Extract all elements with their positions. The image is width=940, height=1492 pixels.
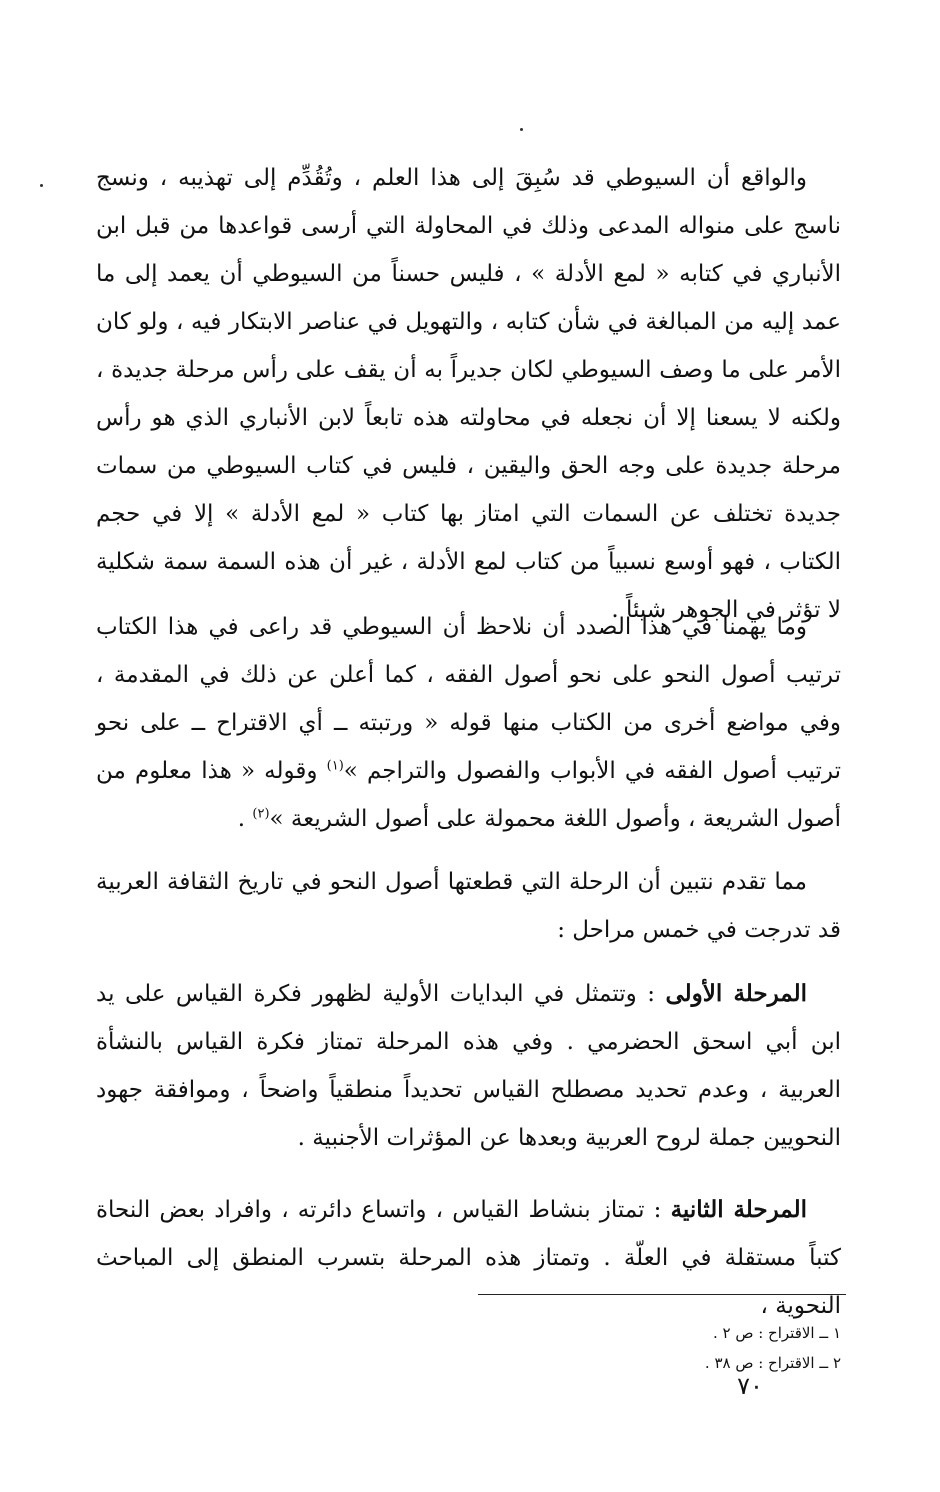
paragraph-text [96, 970, 841, 1162]
footnote-ref-1[interactable]: (١) [326, 758, 344, 774]
paragraph-text-part: وقوله « هذا معلوم من أصول الشريعة ، وأصول اللغة محمولة على أصول الشريعة » [96, 758, 841, 832]
footnote-ref-2[interactable]: (٢) [252, 806, 270, 822]
paragraph-text-part: : تمتاز بنشاط القياس ، واتساع دائرته ، وافراد بعض النحاة كتباً مستقلة في العلّة . وتمتاز هذه المرحلة بتسرب المنطق إلى المباحث النحوية ، [96, 1197, 841, 1319]
paragraph-3 [96, 858, 841, 954]
footnotes [420, 1318, 841, 1378]
paragraph-text-part: . [237, 806, 253, 832]
paragraph-4 [96, 970, 841, 1162]
paragraph-1 [96, 154, 841, 634]
footnote-1: ١ ــ الاقتراح : ص ٢ . [712, 1324, 841, 1342]
paragraph-text-part: : وتتمثل في البدايات الأولية لظهور فكرة القياس على يد ابن أبي اسحق الحضرمي . وفي هذه المرحلة تمتاز فكرة القياس بالنشأة العربية ، وعدم تحديد مصطلح القياس تحديداً منطقياً واضحاً ، وموافقة جهود النحويين جملة لروح العربية وبعدها عن المؤثرات الأجنبية . [96, 981, 841, 1151]
page-number: ٧٠ [737, 1372, 763, 1400]
footnote-divider [478, 1294, 846, 1295]
paragraph-text: والواقع أن السيوطي قد سُبِقَ إلى هذا العلم ، وتُقُدِّم إلى تهذيبه ، ونسج ناسج على منواله المدعى وذلك في المحاولة التي أرسى قواعدها من قبل ابن الأنباري في كتابه « لمع الأدلة » ، فليس حسناً من السيوطي أن يعمد إلى ما عمد إليه من المبالغة في شأن كتابه ، والتهويل في عناصر الابتكار فيه ، ولو كان الأمر على ما وصف السيوطي لكان جديراً به أن يقف على رأس مرحلة جديدة ، ولكنه لا يسعنا إلا أن نجعله في محاولته هذه تابعاً لابن الأنباري الذي هو رأس مرحلة جديدة على وجه الحق واليقين ، فليس في كتاب السيوطي من سمات جديدة تختلف عن السمات التي امتاز بها كتاب « لمع الأدلة » إلا في حجم الكتاب ، فهو أوسع نسبياً من كتاب لمع الأدلة ، غير أن هذه السمة سمة شكلية لا تؤثر في الجوهر شيئاً . [96, 165, 841, 623]
scan-speck [520, 128, 523, 131]
paragraph-5 [96, 1186, 841, 1330]
paragraph-text: مما تقدم نتبين أن الرحلة التي قطعتها أصول النحو في تاريخ الثقافة العربية قد تدرجت في خمس مراحل : [96, 869, 841, 943]
stage-heading: المرحلة الأولى [665, 980, 807, 1007]
paragraph-text-part: وما يهمنا في هذا الصدد أن نلاحظ أن السيوطي قد راعى في هذا الكتاب ترتيب أصول النحو على نحو أصول الفقه ، كما أعلن عن ذلك في المقدمة ، وفي مواضع أخرى من الكتاب منها قوله « ورتبته ــ أي الاقتراح ــ على نحو ترتيب أصول الفقه في الأبواب والفصول والتراجم » [96, 614, 841, 784]
paragraph-text [96, 1186, 841, 1330]
stage-heading: المرحلة الثانية [670, 1196, 807, 1223]
footnote-2: ٢ ــ الاقتراح : ص ٣٨ . [704, 1354, 841, 1372]
scan-speck [40, 184, 43, 187]
paragraph-text [96, 603, 841, 843]
paragraph-2 [96, 603, 841, 843]
